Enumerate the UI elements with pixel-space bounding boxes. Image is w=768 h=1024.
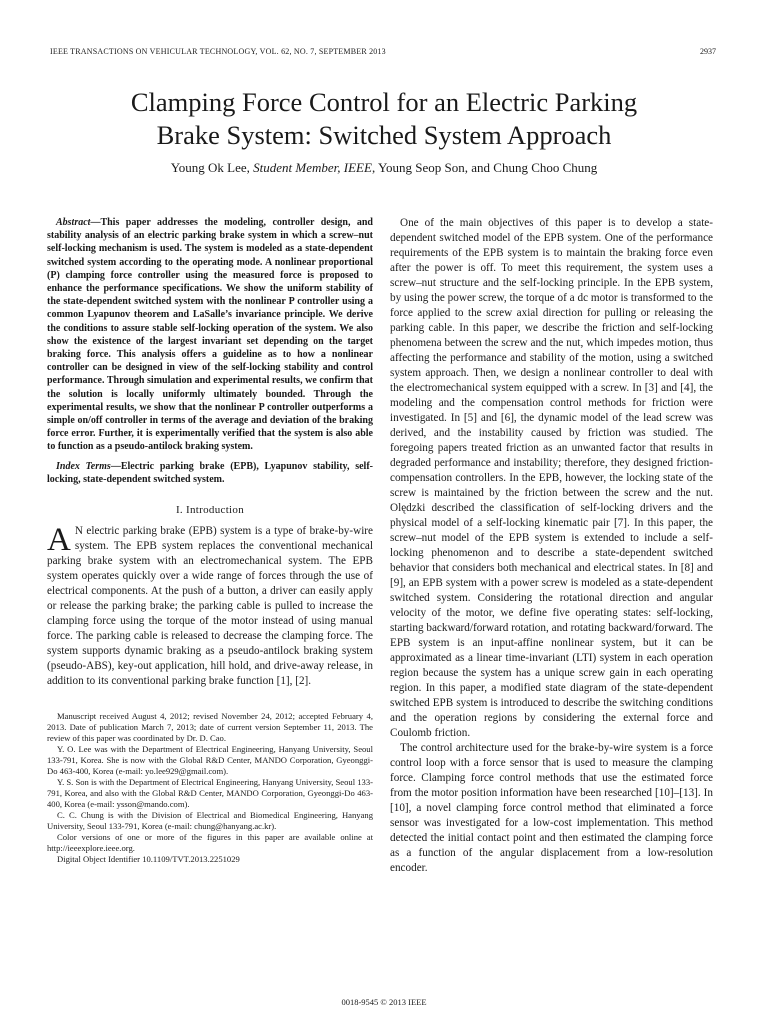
intro-paragraph-2: One of the main objectives of this paper is to develop a state-dependent switched model of the EPB system. One of the performance requirements of the EPB system is to maintain the braking force even after the power is off. To meet this requirement, the system uses a screw–nut structure and the self-locking principle. In the EPB system, by using the power screw, the torque of a dc motor is transformed to the force applied to the screw axial direction for pulling or releasing the parking cable. In this paper, we describe the friction and self-locking phenomena between the screw and the nut, which impedes motion, thus affecting the performance and stability of the motion, using a switched system approach. Then, we design a nonlinear controller to deal with the electromechanical system equipped with a screw. In [3] and [4], the modeling and the compensation control methods for friction were investigated. In [5] and [6], the dynamic model of the lead screw was derived, and the instability caused by friction was studied. The foregoing papers treated friction as an unwanted factor that results in degraded performance and instability; therefore, they designed friction-compensation controllers. In the EPB, however, the locking state of the screw is maintained by the friction between the screw and the nut. Olędzki described the classification of self-locking drivers and the physical model of a self-locking kinematic pair [7]. In this paper, the screw–nut model of the EPB system is extended to include a self-locking phenomenon and to describe a state-dependent switched behavior that considers both mechanical and electrical states. In [8] and [9], an EPB system with a power screw is modeled as a state-dependent switched system. Considering the rotational direction and angular velocity of the motor, we define five operating states: self-locking, starting backward/forward rotation, and rotating backward/forward. The EPB system is an input-affine nonlinear system, but it can be approximated as a linear time-invariant (LTI) system in each operation region because the system has a unique screw gain in each operating region. In this paper, a modified state diagram of the state-dependent switched EPB system is introduced to describe the switching conditions and the operation regions by considering the external force and Coulomb friction. <box>390 217 713 739</box>
footnote-author-lee: Y. O. Lee was with the Department of Electrical Engineering, Hanyang University, Seoul 133-791, Korea. She is now with the Global R&D Center, MANDO Corporation, Gyeonggi-Do 463-400, Korea (e-mail: yo.lee929@gmail.com). <box>47 744 373 777</box>
index-terms-label: Index Terms <box>56 460 111 472</box>
intro-paragraph-1 <box>47 524 373 689</box>
intro-paragraph-1-text: N electric parking brake (EPB) system is a type of brake-by-wire system. The EPB system replaces the conventional mechanical parking brake system with an electromechanical system. The EPB system operates quickly over a wide range of forces through the use of electrical components. At the push of a button, a driver can easily apply or release the parking brake; the parking cable is pulled to increase the clamping force using the torque of the motor instead of using manual force. The parking cable is released to decrease the clamping force. The system supports dynamic braking as a pseudo-antilock braking system (pseudo-ABS), key-out application, hill hold, and drive-away release, in addition to its conventional parking brake function [1], [2]. <box>47 525 373 688</box>
footnote-author-son: Y. S. Son is with the Department of Electrical Engineering, Hanyang University, Seoul 133-791, Korea, and also with the Global R&D Center, MANDO Corporation, Gyeonggi-Do 463-400, Korea (e-mail: ysson@mando.com). <box>47 777 373 810</box>
footnote-color-versions: Color versions of one or more of the figures in this paper are available online at http://ieeexplore.ieee.org. <box>47 832 373 854</box>
right-column <box>390 216 713 876</box>
copyright-footer: 0018-9545 © 2013 IEEE <box>341 997 427 1007</box>
drop-cap: A <box>47 522 71 559</box>
footnote-author-chung: C. C. Chung is with the Division of Electrical and Biomedical Engineering, Hanyang University, Seoul 133-791, Korea (e-mail: chung@hanyang.ac.kr). <box>47 810 373 832</box>
paper-title-line-2: Brake System: Switched System Approach <box>156 120 612 150</box>
author-others: , Young Seop Son, and Chung Choo Chung <box>371 160 598 175</box>
author-first: Young Ok Lee, <box>170 160 254 175</box>
intro-paragraph-3: The control architecture used for the brake-by-wire system is a force control loop with a force sensor that is used to measure the clamping force. Clamping force control methods that use the estimated force from the motor position information have been researched [10]–[13]. In [10], a novel clamping force control method that eliminated a force sensor was investigated for a low-cost implementation. This method detected the initial contact point and then estimated the clamping force as a function of the angular displacement from a low-resolution encoder. <box>390 742 713 874</box>
footnote-doi: Digital Object Identifier 10.1109/TVT.2013.2251029 <box>57 854 240 865</box>
paper-title-line-1: Clamping Force Control for an Electric Parking <box>130 87 638 117</box>
abstract <box>47 216 373 454</box>
footnotes <box>47 711 373 865</box>
abstract-label: Abstract <box>56 217 91 228</box>
left-column <box>47 216 373 865</box>
section-heading-introduction: I. Introduction <box>175 504 245 517</box>
index-terms <box>47 460 373 486</box>
author-role: Student Member, IEEE <box>253 160 372 175</box>
abstract-text: —This paper addresses the modeling, controller design, and stability analysis of an electric parking brake system in which a screw–nut self-locking mechanism is used. The system is modeled as a state-dependent switched system according to the operating mode. A nonlinear proportional (P) clamping force controller using the measured force is proposed to enhance the performance specifications. We show the uniform stability of the state-dependent switched system with the nonlinear P controller using a common Lyapunov theorem and LaSalle’s invariance principle. We derive the conditions to assure stable self-locking operation of the system. We also show the existence of the largest invariant set depending on the target braking force. This analysis offers a guideline as to how a nonlinear controller can be designed in view of the self-locking stability and control performance. Through simulation and experimental results, we confirm that the solution is locally uniformly ultimately bounded. Through the experimental results, we show that the nonlinear P controller outperforms a simple on/off controller in terms of the average and deviation of the braking force error. Further, it is experimentally verified that the system is also able to function as a pseudo-antilock braking system. <box>47 217 373 453</box>
journal-header: IEEE TRANSACTIONS ON VEHICULAR TECHNOLOGY, VOL. 62, NO. 7, SEPTEMBER 2013 <box>50 47 386 56</box>
author-list <box>40 160 728 176</box>
footnote-manuscript: Manuscript received August 4, 2012; revised November 24, 2012; accepted February 4, 2013. Date of publication March 7, 2013; date of current version September 11, 2013. The review of this paper was coordinated by Dr. D. Cao. <box>47 711 373 744</box>
page-number: 2937 <box>700 47 716 56</box>
paper-title <box>40 86 728 152</box>
index-terms-text: —Electric parking brake (EPB), Lyapunov stability, self-locking, state-dependent switched system. <box>47 460 373 485</box>
